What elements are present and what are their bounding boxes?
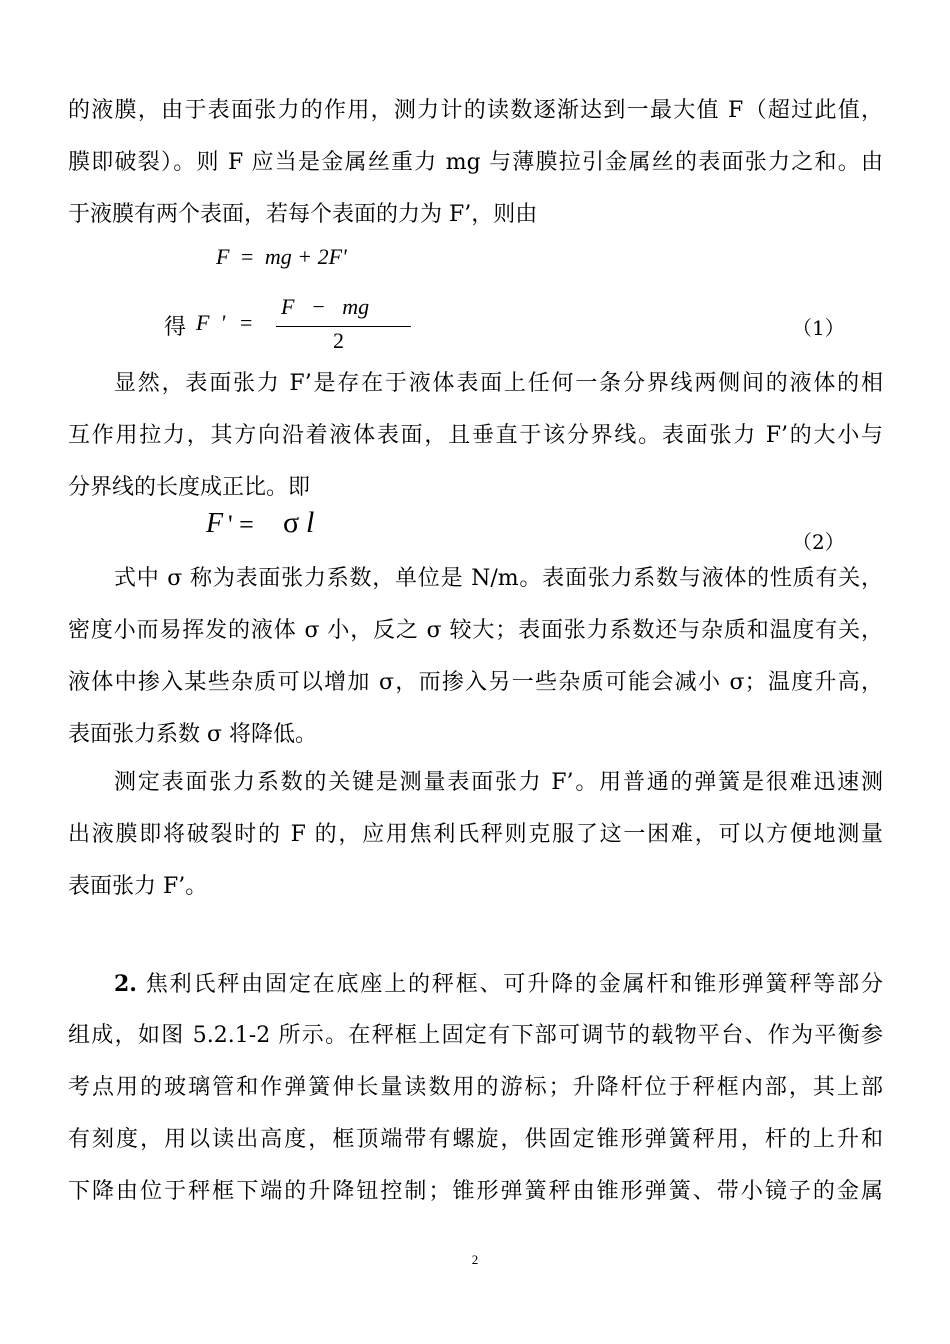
text-line: 式中 σ 称为表面张力系数，单位是 N/m。表面张力系数与液体的性质有关，: [114, 566, 883, 591]
paragraph-4: [68, 757, 883, 913]
eq1-equals: =: [240, 310, 253, 335]
text-line: [68, 958, 883, 1010]
section-number: 2.: [114, 971, 137, 997]
text-line: 液体中掺入某些杂质可以增加 σ，而掺入另一些杂质可能会减小 σ；温度升高，: [68, 670, 883, 695]
eq2-prime-equals: ' =: [228, 510, 254, 539]
eq-equals: =: [240, 244, 254, 269]
text-line: 膜即破裂）。则 F 应当是金属丝重力 mg 与薄膜拉引金属丝的表面张力之和。由: [68, 150, 883, 175]
text-line: 密度小而易挥发的液体 σ 小，反之 σ 较大；表面张力系数还与杂质和温度有关，: [68, 618, 883, 643]
text-line-content: 焦利氏秤由固定在底座上的秤框、可升降的金属杆和锥形弹簧秤等部分: [145, 972, 883, 997]
paragraph-5: [68, 958, 883, 1218]
eq1-denominator: 2: [333, 328, 344, 353]
eq1-lhs: F ': [196, 310, 226, 335]
text-line: 出液膜即将破裂时的 F 的，应用焦利氏秤则克服了这一困难，可以方便地测量: [68, 822, 883, 847]
fraction-bar: [276, 326, 411, 327]
eq-lhs: F: [216, 244, 230, 269]
text-line: 考点用的玻璃管和作弹簧伸长量读数用的游标；升降杆位于秤框内部，其上部: [68, 1075, 883, 1100]
eq2-sigma: σ: [283, 506, 300, 539]
text-line: 表面张力 F’。: [68, 874, 208, 899]
eq2-length: l: [306, 506, 315, 539]
equation-force-sum: [216, 244, 347, 270]
text-line: 的液膜，由于表面张力的作用，测力计的读数逐渐达到一最大值 F（超过此值，: [68, 98, 883, 123]
text-line: 显然，表面张力 F’是存在于液体表面上任何一条分界线两侧间的液体的相: [114, 371, 883, 396]
text-line: 表面张力系数 σ 将降低。: [68, 722, 318, 747]
paragraph-3: [68, 553, 883, 761]
eq2-lhs: F: [206, 508, 224, 539]
text-line: 于液膜有两个表面，若每个表面的力为 F’，则由: [68, 202, 538, 227]
text-line: 下降由位于秤框下端的升降钮控制；锥形弹簧秤由锥形弹簧、带小镜子的金属: [68, 1179, 883, 1204]
page-number: 2: [471, 1252, 479, 1267]
text-line: 分界线的长度成正比。即: [68, 475, 311, 500]
equation-number-1: （1）: [792, 316, 845, 340]
text-line: 有刻度，用以读出高度，框顶端带有螺旋，供固定锥形弹簧秤用，杆的上升和: [68, 1127, 883, 1152]
eq-rhs: mg + 2F': [264, 244, 347, 269]
equation-number-2: （2）: [792, 530, 845, 554]
text-line: 互作用拉力，其方向沿着液体表面，且垂直于该分界线。表面张力 F’的大小与: [68, 423, 883, 448]
text-line: 测定表面张力系数的关键是测量表面张力 F’。用普通的弹簧是很难迅速测: [114, 770, 883, 795]
paragraph-2: [68, 358, 883, 514]
eq1-prefix: 得: [164, 314, 187, 339]
text-line: 组成，如图 5.2.1-2 所示。在秤框上固定有下部可调节的载物平台、作为平衡参: [68, 1023, 883, 1048]
eq1-numerator: F − mg: [281, 294, 370, 319]
paragraph-1: [68, 85, 883, 241]
